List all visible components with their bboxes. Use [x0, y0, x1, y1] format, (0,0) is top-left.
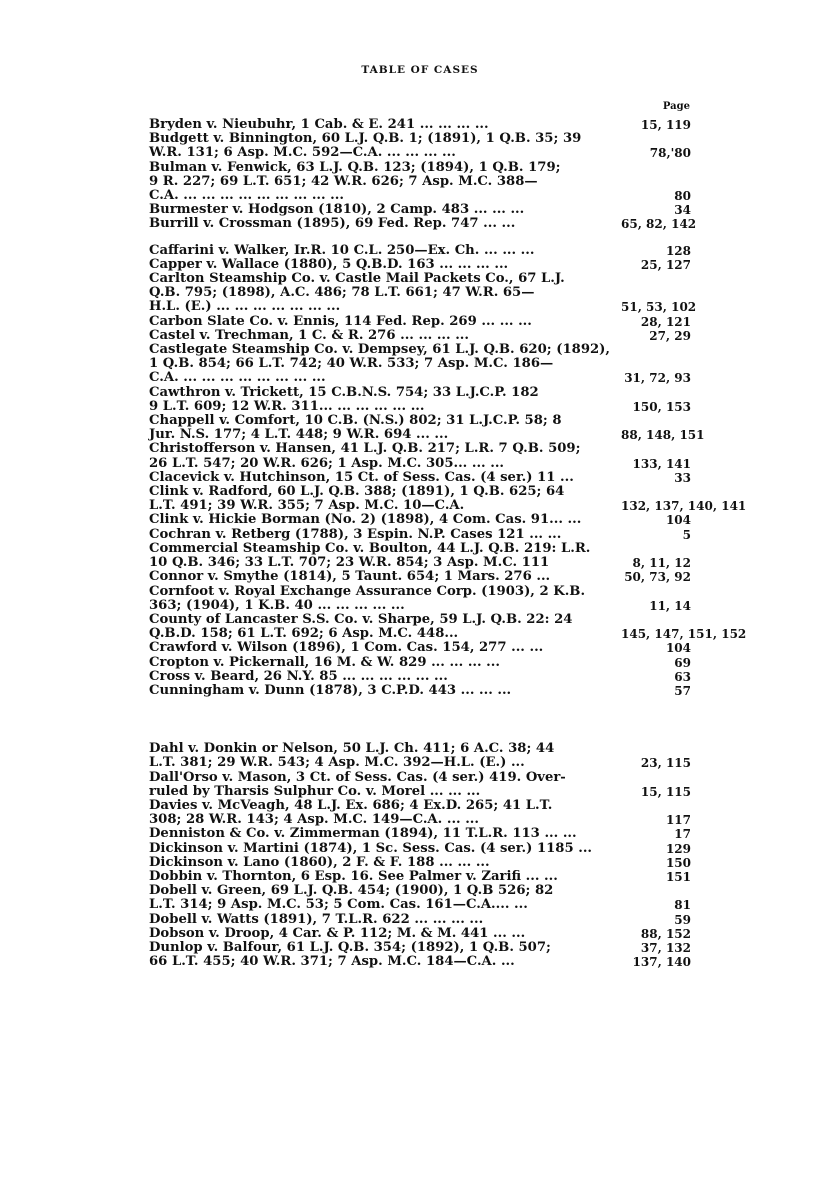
case-entry — [149, 513, 691, 527]
page-references: 27, 29 — [649, 328, 691, 343]
citation-line: Commercial Steamship Co. v. Boulton, 44 L.J. Q.B. 219: L.R. — [149, 540, 591, 556]
citation-line: Clink v. Hickie Borman (No. 2) (1898), 4 Com. Cas. 91... ... — [149, 512, 582, 528]
case-citation — [149, 329, 621, 343]
citation-line: Cropton v. Pickernall, 16 M. & W. 829 ... ... ... ... — [149, 654, 500, 670]
page-references: 51, 53, 102 — [621, 300, 697, 315]
citation-line: H.L. (E.) ... ... ... ... ... ... ... — [149, 299, 341, 315]
citation-line: Connor v. Smythe (1814), 5 Taunt. 654; 1 Mars. 276 ... — [149, 569, 551, 585]
case-citation — [149, 742, 621, 770]
case-group-b — [149, 117, 697, 232]
case-entry — [149, 413, 705, 443]
page-references: 69 — [674, 655, 691, 670]
page-references: 65, 82, 142 — [621, 217, 697, 232]
page-references: 104 — [665, 513, 691, 528]
citation-line: County of Lancaster S.S. Co. v. Sharpe, 59 L.J. Q.B. 22: 24 — [149, 611, 573, 627]
case-citation — [149, 585, 621, 613]
citation-line: 363; (1904), 1 K.B. 40 ... ... ... ... ... — [149, 597, 405, 613]
case-entry — [149, 244, 691, 258]
case-entry — [149, 799, 691, 827]
case-list — [149, 117, 747, 970]
case-citation — [149, 670, 621, 684]
case-group-d — [149, 742, 691, 969]
page-references: 34 — [674, 203, 691, 218]
page-references: 31, 72, 93 — [624, 371, 691, 386]
page-references: 15, 115 — [640, 784, 691, 799]
case-group-c — [149, 242, 747, 699]
case-entry — [149, 656, 691, 670]
page-references: 88, 152 — [640, 926, 691, 941]
page-references: 23, 115 — [640, 756, 691, 771]
case-citation — [149, 161, 621, 204]
page-references: 129 — [665, 841, 691, 856]
page-references: 104 — [665, 641, 691, 656]
case-citation — [149, 884, 621, 912]
case-citation — [149, 528, 621, 542]
citation-line: Carlton Steamship Co. v. Castle Mail Packets Co., 67 L.J. — [149, 271, 565, 287]
page-references: 88, 148, 151 — [621, 428, 705, 443]
case-entry — [149, 856, 691, 870]
page-references: 15, 119 — [640, 118, 691, 132]
page-references: 128 — [665, 243, 691, 258]
case-entry — [149, 118, 691, 132]
citation-line: Caffarini v. Walker, Ir.R. 10 C.L. 250—Ex. Ch. ... ... ... — [149, 242, 535, 258]
case-entry — [149, 742, 691, 770]
citation-line: C.A. ... ... ... ... ... ... ... ... — [149, 370, 326, 386]
case-entry — [149, 670, 691, 684]
page-references: 80 — [674, 189, 691, 204]
citation-line: L.T. 314; 9 Asp. M.C. 53; 5 Com. Cas. 161—C.A.... ... — [149, 897, 528, 913]
citation-line: 10 Q.B. 346; 33 L.T. 707; 23 W.R. 854; 3 Asp. M.C. 111 — [149, 555, 550, 571]
case-citation — [149, 684, 621, 698]
case-citation — [149, 513, 621, 527]
citation-line: Capper v. Wallace (1880), 5 Q.B.D. 163 ... ... ... ... — [149, 256, 509, 272]
citation-line: Castel v. Trechman, 1 C. & R. 276 ... ... ... ... — [149, 327, 469, 343]
case-entry — [149, 684, 691, 698]
citation-line: Cawthron v. Trickett, 15 C.B.N.S. 754; 33 L.J.C.P. 182 — [149, 384, 539, 400]
citation-line: 26 L.T. 547; 20 W.R. 626; 1 Asp. M.C. 305... ... ... — [149, 455, 504, 471]
citation-line: Cunningham v. Dunn (1878), 3 C.P.D. 443 ... ... ... — [149, 682, 512, 698]
case-entry — [149, 216, 697, 232]
case-citation — [149, 258, 621, 272]
case-citation — [149, 570, 621, 584]
citation-line: Dobson v. Droop, 4 Car. & P. 112; M. & M. 441 ... ... — [149, 925, 526, 941]
case-entry — [149, 611, 747, 642]
case-entry — [149, 641, 691, 655]
page-references: 50, 73, 92 — [624, 570, 691, 585]
page-references: 37, 132 137, 140 — [632, 940, 691, 970]
page-references: 25, 127 — [640, 257, 691, 272]
case-entry — [149, 570, 691, 584]
citation-line: 9 L.T. 609; 12 W.R. 311... ... ... ... ... ... — [149, 398, 425, 414]
case-entry — [149, 271, 697, 315]
case-entry — [149, 528, 691, 542]
case-citation — [149, 414, 621, 442]
page-references: 11, 14 — [649, 598, 691, 613]
case-entry — [149, 542, 691, 570]
case-entry — [149, 585, 691, 613]
citation-line: Carbon Slate Co. v. Ennis, 114 Fed. Rep. 269 ... ... ... — [149, 313, 532, 329]
citation-line: Burmester v. Hodgson (1810), 2 Camp. 483 ... ... ... — [149, 202, 525, 218]
page-title: TABLE OF CASES — [361, 64, 479, 76]
citation-line: Crawford v. Wilson (1896), 1 Com. Cas. 154, 277 ... ... — [149, 640, 544, 656]
case-citation — [149, 244, 621, 258]
citation-line: Cross v. Beard, 26 N.Y. 85 ... ... ... ... ... ... — [149, 668, 448, 684]
page-references: 117 — [665, 813, 691, 828]
citation-line: Davies v. McVeagh, 48 L.J. Ex. 686; 4 Ex.D. 265; 41 L.T. — [149, 797, 553, 813]
citation-line: Q.B.D. 158; 61 L.T. 692; 6 Asp. M.C. 448... — [149, 626, 459, 642]
case-citation — [149, 941, 621, 969]
page-references: 8, 11, 12 — [632, 556, 691, 571]
case-citation — [149, 827, 621, 841]
page-references: 132, 137, 140, 141 — [621, 499, 747, 514]
case-entry — [149, 884, 691, 912]
case-entry — [149, 132, 691, 160]
citation-line: W.R. 131; 6 Asp. M.C. 592—C.A. ... ... ... ... — [149, 145, 456, 161]
page-references: 57 — [674, 683, 691, 698]
page-references: 151 — [665, 869, 691, 884]
page-references: 5 — [682, 527, 691, 542]
citation-line: Q.B. 795; (1898), A.C. 486; 78 L.T. 661; 47 W.R. 65— — [149, 285, 535, 301]
case-entry — [149, 442, 691, 470]
case-citation — [149, 442, 621, 470]
citation-line: L.T. 491; 39 W.R. 355; 7 Asp. M.C. 10—C.A. — [149, 498, 465, 514]
case-entry — [149, 203, 691, 217]
page-references: 59 — [674, 912, 691, 927]
citation-line: 1 Q.B. 854; 66 L.T. 742; 40 W.R. 533; 7 Asp. M.C. 186— — [149, 356, 554, 372]
citation-line: Christofferson v. Hansen, 41 L.J. Q.B. 217; L.R. 7 Q.B. 509; — [149, 441, 581, 457]
case-citation — [149, 799, 621, 827]
citation-line: Dahl v. Donkin or Nelson, 50 L.J. Ch. 411; 6 A.C. 38; 44 — [149, 741, 555, 757]
citation-line: 66 L.T. 455; 40 W.R. 371; 7 Asp. M.C. 184—C.A. ... — [149, 954, 515, 970]
citation-line: Budgett v. Binnington, 60 L.J. Q.B. 1; (1891), 1 Q.B. 35; 39 — [149, 131, 582, 147]
citation-line: Dobell v. Green, 69 L.J. Q.B. 454; (1900), 1 Q.B 526; 82 — [149, 883, 554, 899]
case-citation — [149, 927, 621, 941]
citation-line: L.T. 381; 29 W.R. 543; 4 Asp. M.C. 392—H.L. (E.) ... — [149, 755, 525, 771]
case-entry — [149, 161, 691, 204]
citation-line: Dickinson v. Lano (1860), 2 F. & F. 188 ... ... ... — [149, 854, 490, 870]
case-citation — [149, 613, 621, 641]
case-citation — [149, 913, 621, 927]
case-citation — [149, 771, 621, 799]
citation-line: 9 R. 227; 69 L.T. 651; 42 W.R. 626; 7 Asp. M.C. 388— — [149, 173, 538, 189]
case-entry — [149, 329, 691, 343]
case-entry — [149, 870, 691, 884]
case-citation — [149, 542, 621, 570]
citation-line: Castlegate Steamship Co. v. Dempsey, 61 L.J. Q.B. 620; (1892), — [149, 342, 611, 358]
case-entry — [149, 315, 691, 329]
case-entry — [149, 913, 691, 927]
citation-line: Dickinson v. Martini (1874), 1 Sc. Sess. Cas. (4 ser.) 1185 ... — [149, 840, 593, 856]
page-references: 33 — [674, 470, 691, 485]
page-references: 150, 153 — [632, 399, 691, 414]
page-references: 145, 147, 151, 152 — [621, 627, 747, 642]
case-citation — [149, 485, 621, 513]
page-references: 78,'80 — [649, 146, 691, 161]
case-entry — [149, 842, 691, 856]
case-citation — [149, 272, 621, 315]
case-entry — [149, 927, 691, 941]
citation-line: Dunlop v. Balfour, 61 L.J. Q.B. 354; (1892), 1 Q.B. 507; — [149, 939, 551, 955]
case-entry — [149, 343, 691, 386]
case-entry — [149, 484, 747, 514]
citation-line: 308; 28 W.R. 143; 4 Asp. M.C. 149—C.A. ... ... — [149, 812, 479, 828]
case-citation — [149, 386, 621, 414]
case-entry — [149, 258, 691, 272]
citation-line: Dall'Orso v. Mason, 3 Ct. of Sess. Cas. (4 ser.) 419. Over- — [149, 769, 566, 785]
case-entry — [149, 771, 691, 799]
page-references: 28, 121 — [640, 314, 691, 329]
page-column-heading: Page — [662, 101, 690, 112]
citation-line: Dobell v. Watts (1891), 7 T.L.R. 622 ... ... ... ... — [149, 911, 484, 927]
case-citation — [149, 842, 621, 856]
citation-line: Clink v. Radford, 60 L.J. Q.B. 388; (1891), 1 Q.B. 625; 64 — [149, 484, 565, 500]
citation-line: Burrill v. Crossman (1895), 69 Fed. Rep. 747 ... ... — [149, 216, 516, 232]
case-citation — [149, 132, 621, 160]
citation-line: C.A. ... ... ... ... ... ... ... ... ... — [149, 188, 344, 204]
case-entry — [149, 941, 691, 969]
citation-line: ruled by Tharsis Sulphur Co. v. Morel ... ... ... — [149, 783, 481, 799]
citation-line: Jur. N.S. 177; 4 L.T. 448; 9 W.R. 694 ... ... — [149, 427, 449, 443]
case-citation — [149, 315, 621, 329]
case-entry — [149, 827, 691, 841]
citation-line: Cochran v. Retberg (1788), 3 Espin. N.P. Cases 121 ... ... — [149, 526, 562, 542]
case-citation — [149, 471, 621, 485]
citation-line: Cornfoot v. Royal Exchange Assurance Corp. (1903), 2 K.B. — [149, 583, 586, 599]
case-citation — [149, 641, 621, 655]
case-citation — [149, 856, 621, 870]
page-references: 17 — [674, 827, 691, 842]
case-citation — [149, 118, 621, 132]
citation-line: Bryden v. Nieubuhr, 1 Cab. & E. 241 ... ... ... ... — [149, 117, 489, 132]
page-references: 133, 141 — [632, 456, 691, 471]
case-entry — [149, 471, 691, 485]
case-citation — [149, 870, 621, 884]
citation-line: Bulman v. Fenwick, 63 L.J. Q.B. 123; (1894), 1 Q.B. 179; — [149, 159, 561, 175]
case-citation — [149, 656, 621, 670]
page-references: 63 — [674, 669, 691, 684]
page-references: 150 — [665, 855, 691, 870]
citation-line: Denniston & Co. v. Zimmerman (1894), 11 T.L.R. 113 ... ... — [149, 826, 577, 842]
citation-line: Chappell v. Comfort, 10 C.B. (N.S.) 802; 31 L.J.C.P. 58; 8 — [149, 413, 562, 429]
citation-line: Dobbin v. Thornton, 6 Esp. 16. See Palmer v. Zarifi ... ... — [149, 868, 558, 884]
case-entry — [149, 386, 691, 414]
citation-line: Clacevick v. Hutchinson, 15 Ct. of Sess. Cas. (4 ser.) 11 ... — [149, 469, 574, 485]
page-references: 81 — [674, 898, 691, 913]
case-citation — [149, 203, 621, 217]
case-citation — [149, 343, 621, 386]
case-citation — [149, 217, 621, 231]
